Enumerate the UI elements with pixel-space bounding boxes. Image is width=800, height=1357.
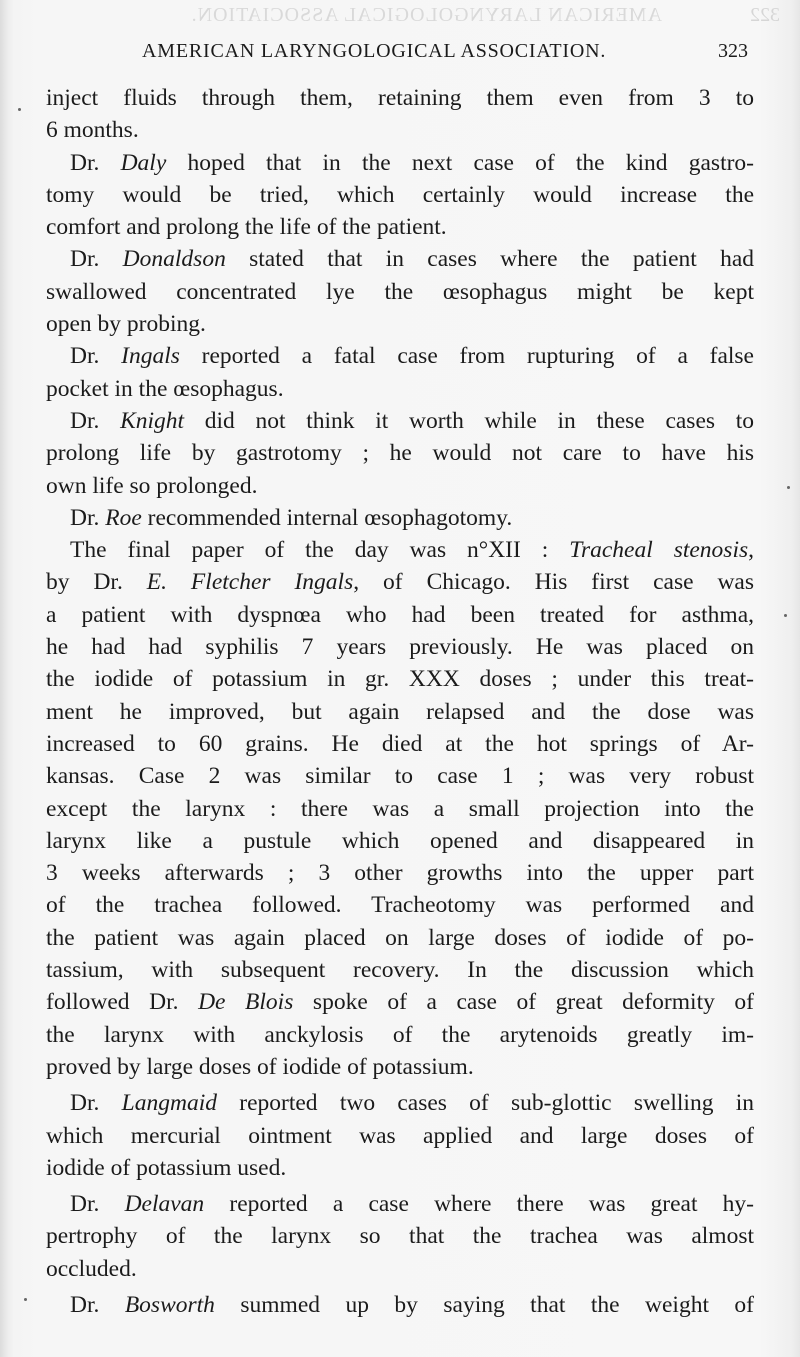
text-line <box>46 373 754 405</box>
bleed-through-running-head: AMERICAN LARYNGOLOGICAL ASSOCIATION. <box>190 4 662 26</box>
italic-name: Langmaid <box>121 1090 217 1117</box>
text-line <box>46 728 754 760</box>
text-line <box>46 1019 754 1051</box>
text-run: The final paper of the day was n°XII : <box>70 537 570 564</box>
text-line <box>46 954 754 986</box>
text-run: tomy would be tried, which certainly would increase the <box>46 181 754 208</box>
italic-name: Tracheal stenosis <box>569 537 749 564</box>
paper-speck <box>18 108 21 111</box>
text-run: of the trachea followed. Tracheotomy was performed and <box>46 892 754 919</box>
text-run: Dr. <box>70 504 106 531</box>
text-line <box>46 986 754 1018</box>
text-line <box>46 663 754 695</box>
text-run: pocket in the œsophagus. <box>46 375 284 402</box>
italic-name: Donaldson <box>122 246 226 273</box>
text-run: open by probing. <box>46 311 206 338</box>
text-run: Dr. <box>70 1090 122 1117</box>
text-line <box>46 922 754 954</box>
text-run: by Dr. <box>46 569 147 596</box>
text-line <box>46 534 754 566</box>
text-run: 3 weeks afterwards ; 3 other growths into the upper part <box>46 860 754 887</box>
text-run: Dr. <box>70 1191 125 1218</box>
italic-name: Bosworth <box>124 1291 215 1318</box>
text-line <box>46 1188 754 1220</box>
italic-name: Ingals <box>121 343 180 370</box>
text-run: Dr. <box>70 343 122 370</box>
text-run: increased to 60 grains. He died at the hot springs of Ar- <box>46 730 754 757</box>
text-run: Dr. <box>70 407 121 434</box>
text-run: Dr. <box>70 246 123 273</box>
text-line <box>46 82 754 114</box>
text-run: did not think it worth while in these cases to <box>184 407 755 434</box>
text-line <box>46 696 754 728</box>
text-line <box>46 308 754 340</box>
text-line <box>46 179 754 211</box>
italic-name: Roe <box>105 504 142 531</box>
text-run: prolong life by gastrotomy ; he would not care to have his <box>46 440 754 467</box>
text-run: , <box>748 537 754 564</box>
text-run: the patient was again placed on large doses of iodide of po- <box>46 924 754 951</box>
text-run: reported a fatal case from rupturing of a false <box>179 343 754 370</box>
text-line <box>46 793 754 825</box>
text-line <box>46 1120 754 1152</box>
text-line <box>46 502 754 534</box>
paper-speck <box>787 486 790 489</box>
text-run: reported a case where there was great hy- <box>204 1191 755 1218</box>
text-run: the iodide of potassium in gr. XXX doses ; under this treat- <box>46 666 754 693</box>
text-run: Dr. <box>70 149 121 176</box>
text-line <box>46 760 754 792</box>
text-line <box>46 1087 754 1119</box>
text-run: iodide of potassium used. <box>46 1154 287 1181</box>
text-run: swallowed concentrated lye the œsophagus might be kept <box>46 278 754 305</box>
text-line <box>46 1051 754 1083</box>
text-run: he had had syphilis 7 years previously. He was placed on <box>46 634 754 661</box>
text-run: ment he improved, but again relapsed and the dose was <box>46 698 754 725</box>
text-line <box>46 211 754 243</box>
text-line <box>46 470 754 502</box>
text-run: summed up by saying that the weight of <box>214 1291 754 1318</box>
text-run: spoke of a case of great deformity of <box>293 989 754 1016</box>
text-run: the larynx with anckylosis of the arytenoids greatly im- <box>46 1021 754 1048</box>
text-run: except the larynx : there was a small projection into the <box>46 795 754 822</box>
text-line <box>46 1220 754 1252</box>
text-line <box>46 825 754 857</box>
text-run: proved by large doses of iodide of potassium. <box>46 1053 474 1080</box>
italic-name: Knight <box>120 407 185 434</box>
text-line <box>46 1253 754 1285</box>
page-number: 323 <box>718 40 748 62</box>
italic-name: De Blois <box>198 989 294 1016</box>
text-run: comfort and prolong the life of the patient. <box>46 214 447 241</box>
text-line <box>46 566 754 598</box>
text-run: , of Chicago. His first case was <box>353 569 755 596</box>
text-run: pertrophy of the larynx so that the trachea was almost <box>46 1223 754 1250</box>
text-line <box>46 340 754 372</box>
italic-name: Daly <box>120 149 167 176</box>
text-run: 6 months. <box>46 117 139 144</box>
paper-speck <box>784 614 787 617</box>
text-line <box>46 599 754 631</box>
text-run: reported two cases of sub-glottic swelling in <box>216 1090 755 1117</box>
text-run: followed Dr. <box>46 989 199 1016</box>
text-line <box>46 437 754 469</box>
text-line <box>46 405 754 437</box>
text-run: Dr. <box>70 1291 125 1318</box>
text-run: kansas. Case 2 was similar to case 1 ; was very robust <box>46 763 754 790</box>
text-line <box>46 857 754 889</box>
text-run: recommended internal œsophagotomy. <box>141 504 513 531</box>
text-run: own life so prolonged. <box>46 472 258 499</box>
running-head: AMERICAN LARYNGOLOGICAL ASSOCIATION. <box>142 40 607 62</box>
text-run: which mercurial ointment was applied and large doses of <box>46 1122 754 1149</box>
text-line <box>46 889 754 921</box>
text-run: stated that in cases where the patient had <box>225 246 755 273</box>
italic-name: E. Fletcher Ingals <box>146 569 354 596</box>
text-run: inject fluids through them, retaining them even from 3 to <box>46 85 754 111</box>
text-line <box>46 243 754 275</box>
text-run: tassium, with subsequent recovery. In the discussion which <box>46 957 754 984</box>
body-text <box>46 82 754 1321</box>
text-line <box>46 1289 754 1321</box>
paper-speck <box>24 1298 27 1301</box>
text-line <box>46 631 754 663</box>
text-run: occluded. <box>46 1255 137 1282</box>
text-line <box>46 114 754 146</box>
text-line <box>46 276 754 308</box>
text-run: a patient with dyspnœa who had been treated for asthma, <box>46 601 754 628</box>
text-run: larynx like a pustule which opened and disappeared in <box>46 827 754 854</box>
bleed-through-page-number: 322 <box>750 4 780 26</box>
text-line <box>46 147 754 179</box>
italic-name: Delavan <box>124 1191 205 1218</box>
text-run: hoped that in the next case of the kind gastro- <box>166 149 754 176</box>
text-line <box>46 1152 754 1184</box>
